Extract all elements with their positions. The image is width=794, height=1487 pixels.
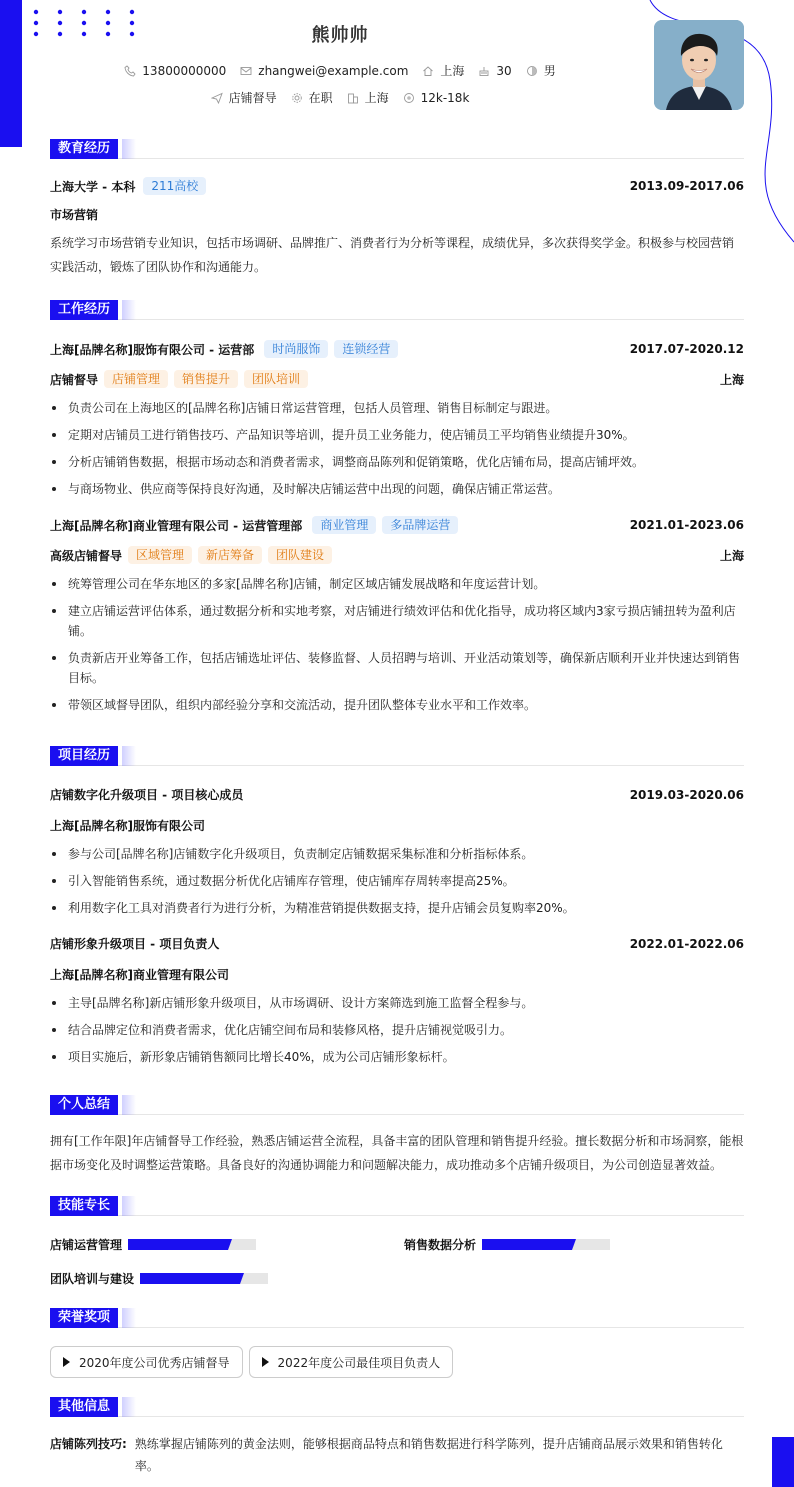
skill-bar bbox=[128, 1239, 256, 1250]
title-tail-decor bbox=[122, 746, 136, 766]
job-intent-row bbox=[0, 89, 680, 106]
other-header bbox=[50, 1397, 744, 1417]
role-tag: 新店筹备 bbox=[198, 546, 262, 564]
cake-icon bbox=[478, 65, 490, 77]
project-title-row bbox=[50, 935, 744, 952]
project-bullets bbox=[50, 844, 744, 918]
list-item: 统筹管理公司在华东地区的多家[品牌名称]店铺，制定区域店铺发展战略和年度运营计划。 bbox=[50, 574, 744, 594]
work-tag: 商业管理 bbox=[312, 516, 376, 534]
role-tag: 区域管理 bbox=[128, 546, 192, 564]
list-item: 利用数字化工具对消费者行为进行分析，为精准营销提供数据支持，提升店铺会员复购率20%。 bbox=[50, 898, 744, 918]
skill-name: 店铺运营管理 bbox=[50, 1238, 123, 1252]
summary-text: 拥有[工作年限]年店铺督导工作经验，熟悉店铺运营全流程，具备丰富的团队管理和销售提升经验。擅长数据分析和市场洞察，能根据市场变化及时调整运营策略。具备良好的沟通协调能力和问题解决能力，成功推动多个店铺升级项目，为公司创造显著效益。 bbox=[50, 1134, 744, 1172]
project-company: 上海[品牌名称]商业管理有限公司 bbox=[50, 968, 229, 982]
work-company: 上海[品牌名称]服饰有限公司 - 运营部 bbox=[50, 342, 255, 357]
candidate-name: 熊帅帅 bbox=[311, 25, 369, 46]
city-value: 上海 bbox=[440, 64, 465, 78]
profile-photo bbox=[654, 20, 744, 110]
skill-name: 销售数据分析 bbox=[404, 1238, 477, 1252]
list-item: 主导[品牌名称]新店铺形象升级项目，从市场调研、设计方案筛选到施工监督全程参与。 bbox=[50, 993, 744, 1013]
age-value: 30 bbox=[496, 63, 512, 78]
list-item: 参与公司[品牌名称]店铺数字化升级项目，负责制定店铺数据采集标准和分析指标体系。 bbox=[50, 844, 744, 864]
contact-row bbox=[0, 62, 680, 79]
gender-value: 男 bbox=[543, 64, 556, 78]
building-icon bbox=[347, 92, 359, 104]
other-title: 其他信息 bbox=[50, 1397, 118, 1417]
project-header bbox=[50, 746, 744, 766]
project-company: 上海[品牌名称]服饰有限公司 bbox=[50, 819, 205, 833]
play-icon bbox=[63, 1357, 70, 1367]
summary-title: 个人总结 bbox=[50, 1095, 118, 1115]
decor-bottom-right-block bbox=[772, 1437, 794, 1487]
phone-value: 13800000000 bbox=[142, 63, 227, 78]
work-header bbox=[50, 300, 744, 320]
work-tag: 连锁经营 bbox=[334, 340, 398, 358]
skills-title: 技能专长 bbox=[50, 1196, 118, 1216]
education-header bbox=[50, 139, 744, 159]
skill-bar bbox=[482, 1239, 610, 1250]
skill-bar-fill bbox=[140, 1273, 240, 1284]
award-label: 2020年度公司优秀店铺督导 bbox=[79, 1355, 230, 1370]
work-role-row bbox=[50, 370, 744, 388]
list-item: 分析店铺销售数据，根据市场动态和消费者需求，调整商品陈列和促销策略，优化店铺布局，提高店铺坪效。 bbox=[50, 452, 744, 472]
education-section bbox=[50, 139, 744, 279]
education-row bbox=[50, 177, 744, 195]
avatar-portrait bbox=[654, 20, 744, 110]
home-icon bbox=[422, 65, 434, 77]
other-section bbox=[50, 1397, 744, 1477]
send-icon bbox=[211, 92, 223, 104]
list-item: 负责公司在上海地区的[品牌名称]店铺日常运营管理，包括人员管理、销售目标制定与跟进。 bbox=[50, 398, 744, 418]
honors-list bbox=[50, 1346, 744, 1378]
list-item: 建立店铺运营评估体系，通过数据分析和实地考察，对店铺进行绩效评估和优化指导，成功将区域内3家亏损店铺扭转为盈利店铺。 bbox=[50, 601, 744, 641]
position-value: 店铺督导 bbox=[228, 91, 277, 105]
title-tail-decor bbox=[122, 1397, 136, 1417]
status-value: 在职 bbox=[308, 91, 333, 105]
work-role: 高级店铺督导 bbox=[50, 548, 123, 563]
title-tail-decor bbox=[122, 139, 136, 159]
skill-name: 团队培训与建设 bbox=[50, 1272, 135, 1286]
work-bullets bbox=[50, 574, 744, 715]
salary-value: 12k-18k bbox=[420, 90, 470, 105]
coin-icon bbox=[403, 92, 415, 104]
other-text: 熟练掌握店铺陈列的黄金法则，能够根据商品特点和销售数据进行科学陈列，提升店铺商品展示效果和销售转化率。 bbox=[134, 1437, 723, 1473]
mail-icon bbox=[240, 65, 252, 77]
project-date: 2022.01-2022.06 bbox=[629, 936, 744, 951]
skill-bar-fill bbox=[482, 1239, 572, 1250]
skill-bar bbox=[140, 1273, 268, 1284]
role-tag: 店铺管理 bbox=[104, 370, 168, 388]
role-tag: 团队建设 bbox=[268, 546, 332, 564]
summary-header bbox=[50, 1095, 744, 1115]
phone-item bbox=[124, 64, 226, 78]
honors-section bbox=[50, 1308, 744, 1378]
play-icon bbox=[262, 1357, 269, 1367]
summary-section bbox=[50, 1095, 744, 1177]
work-date: 2021.01-2023.06 bbox=[629, 518, 744, 532]
phone-icon bbox=[124, 65, 136, 77]
other-item bbox=[50, 1433, 744, 1477]
city-item bbox=[422, 62, 464, 79]
project-section bbox=[50, 746, 744, 1074]
work-date: 2017.07-2020.12 bbox=[629, 342, 744, 356]
award-item bbox=[249, 1346, 454, 1378]
skill-item bbox=[50, 1270, 268, 1287]
email-value: zhangwei@example.com bbox=[258, 63, 409, 78]
work-section bbox=[50, 300, 744, 722]
role-tag: 团队培训 bbox=[244, 370, 308, 388]
honors-title: 荣誉奖项 bbox=[50, 1308, 118, 1328]
school-tag: 211高校 bbox=[143, 177, 206, 195]
list-item: 引入智能销售系统，通过数据分析优化店铺库存管理，使店铺库存周转率提高25%。 bbox=[50, 871, 744, 891]
project-title: 项目经历 bbox=[50, 746, 118, 766]
skill-item bbox=[50, 1236, 256, 1253]
education-desc: 系统学习市场营销专业知识，包括市场调研、品牌推广、消费者行为分析等课程，成绩优异，多次获得奖学金。积极参与校园营销实践活动，锻炼了团队协作和沟通能力。 bbox=[50, 236, 735, 274]
skills-grid bbox=[50, 1236, 744, 1306]
gender-item bbox=[526, 62, 556, 79]
school-name: 上海大学 - 本科 bbox=[50, 179, 136, 194]
project-bullets bbox=[50, 993, 744, 1067]
work-bullets bbox=[50, 398, 744, 499]
gender-icon bbox=[526, 65, 538, 77]
work-title: 工作经历 bbox=[50, 300, 118, 320]
work-role: 店铺督导 bbox=[50, 372, 99, 387]
work-company-row bbox=[50, 516, 744, 534]
project-date: 2019.03-2020.06 bbox=[629, 787, 744, 802]
title-tail-decor bbox=[122, 300, 136, 320]
education-major: 市场营销 bbox=[50, 208, 99, 222]
work-company: 上海[品牌名称]商业管理有限公司 - 运营管理部 bbox=[50, 518, 303, 533]
project-entry bbox=[50, 935, 744, 1067]
work-company-row bbox=[50, 340, 744, 358]
project-name: 店铺数字化升级项目 - 项目核心成员 bbox=[50, 788, 244, 802]
education-title: 教育经历 bbox=[50, 139, 118, 159]
email-item bbox=[240, 64, 408, 78]
skill-bar-fill bbox=[128, 1239, 228, 1250]
title-tail-decor bbox=[122, 1196, 136, 1216]
work-entry bbox=[50, 340, 744, 499]
skill-item bbox=[404, 1236, 610, 1253]
education-date: 2013.09-2017.06 bbox=[629, 179, 744, 193]
award-label: 2022年度公司最佳项目负责人 bbox=[277, 1355, 441, 1370]
honors-header bbox=[50, 1308, 744, 1328]
list-item: 项目实施后，新形象店铺销售额同比增长40%，成为公司店铺形象标杆。 bbox=[50, 1047, 744, 1067]
other-label: 店铺陈列技巧: bbox=[50, 1437, 127, 1451]
skills-section bbox=[50, 1196, 744, 1306]
expect-city-item bbox=[347, 89, 389, 106]
status-item bbox=[291, 89, 333, 106]
list-item: 结合品牌定位和消费者需求，优化店铺空间布局和装修风格，提升店铺视觉吸引力。 bbox=[50, 1020, 744, 1040]
project-entry bbox=[50, 786, 744, 918]
title-tail-decor bbox=[122, 1308, 136, 1328]
work-tag: 多品牌运营 bbox=[382, 516, 458, 534]
work-location: 上海 bbox=[719, 548, 744, 563]
list-item: 定期对店铺员工进行销售技巧、产品知识等培训，提升员工业务能力，使店铺员工平均销售业绩提升30%。 bbox=[50, 425, 744, 445]
salary-item bbox=[403, 91, 470, 105]
list-item: 与商场物业、供应商等保持良好沟通，及时解决店铺运营中出现的问题，确保店铺正常运营。 bbox=[50, 479, 744, 499]
skills-header bbox=[50, 1196, 744, 1216]
work-role-row bbox=[50, 546, 744, 564]
list-item: 负责新店开业筹备工作，包括店铺选址评估、装修监督、人员招聘与培训、开业活动策划等，确保新店顺利开业并快速达到销售目标。 bbox=[50, 648, 744, 688]
project-name: 店铺形象升级项目 - 项目负责人 bbox=[50, 937, 220, 951]
position-item bbox=[211, 89, 277, 106]
expect-city-value: 上海 bbox=[364, 91, 389, 105]
gear-icon bbox=[291, 92, 303, 104]
title-tail-decor bbox=[122, 1095, 136, 1115]
age-item bbox=[478, 64, 511, 78]
work-location: 上海 bbox=[719, 372, 744, 387]
work-tag: 时尚服饰 bbox=[264, 340, 328, 358]
work-entry bbox=[50, 516, 744, 715]
project-title-row bbox=[50, 786, 744, 803]
list-item: 带领区域督导团队，组织内部经验分享和交流活动，提升团队整体专业水平和工作效率。 bbox=[50, 695, 744, 715]
role-tag: 销售提升 bbox=[174, 370, 238, 388]
award-item bbox=[50, 1346, 243, 1378]
